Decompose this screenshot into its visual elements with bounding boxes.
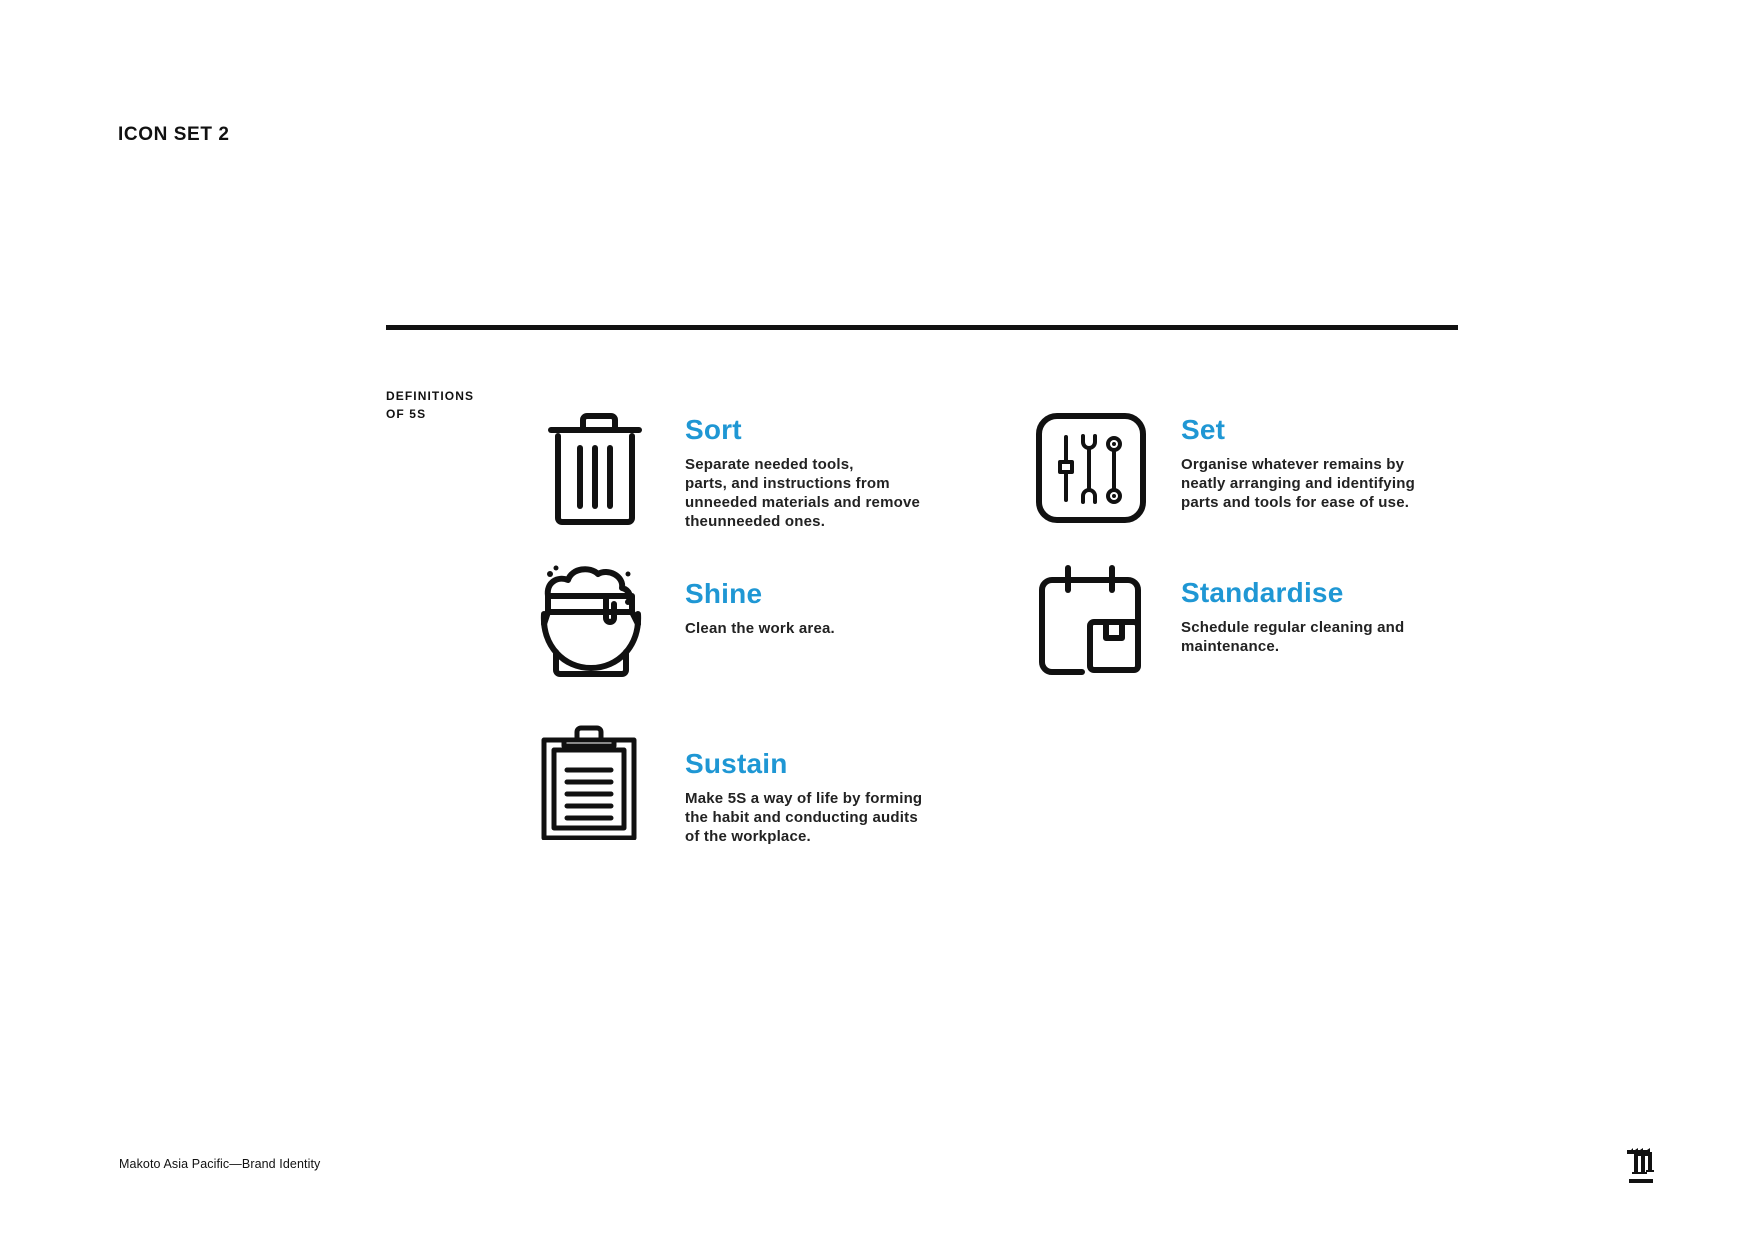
description-line: Schedule regular cleaning and [1181, 619, 1405, 636]
section-label-line: OF 5S [386, 407, 427, 421]
item-description [685, 455, 955, 531]
page-title: ICON SET 2 [118, 124, 230, 145]
description-line: the habit and conducting audits [685, 809, 918, 826]
item-heading: Set [1181, 414, 1226, 445]
section-label-line: DEFINITIONS [386, 389, 475, 403]
section-label [386, 387, 474, 423]
description-line: parts and tools for ease of use. [1181, 494, 1410, 511]
item-heading: Standardise [1181, 577, 1344, 608]
item-description [685, 619, 955, 638]
item-text [1181, 577, 1451, 656]
description-line: Make 5S a way of life by forming [685, 790, 923, 807]
description-line: of the workplace. [685, 828, 811, 845]
item-heading: Sustain [685, 748, 788, 779]
description-line: maintenance. [1181, 638, 1280, 655]
description-line: unneeded materials and remove [685, 494, 921, 511]
item-text [685, 578, 955, 638]
item-description [685, 789, 955, 846]
calendar-box-icon [1036, 560, 1146, 680]
description-line: neatly arranging and identifying [1181, 475, 1415, 492]
description-line: Clean the work area. [685, 620, 835, 637]
item-text [685, 748, 955, 846]
item-text [1181, 414, 1451, 512]
clipboard-icon [540, 720, 650, 840]
item-description [1181, 455, 1451, 512]
trash-bin-icon [540, 410, 650, 530]
cleaning-bucket-icon [536, 560, 646, 680]
footer-text: Makoto Asia Pacific—Brand Identity [119, 1157, 321, 1171]
description-line: theunneeded ones. [685, 513, 826, 530]
item-text [685, 414, 955, 531]
description-line: Organise whatever remains by [1181, 456, 1405, 473]
divider-rule [386, 325, 1458, 330]
tools-box-icon [1036, 410, 1146, 530]
item-heading: Sort [685, 414, 742, 445]
makoto-logo-icon [1624, 1146, 1658, 1184]
item-heading: Shine [685, 578, 763, 609]
description-line: Separate needed tools, [685, 456, 854, 473]
item-description [1181, 618, 1451, 656]
description-line: parts, and instructions from [685, 475, 890, 492]
